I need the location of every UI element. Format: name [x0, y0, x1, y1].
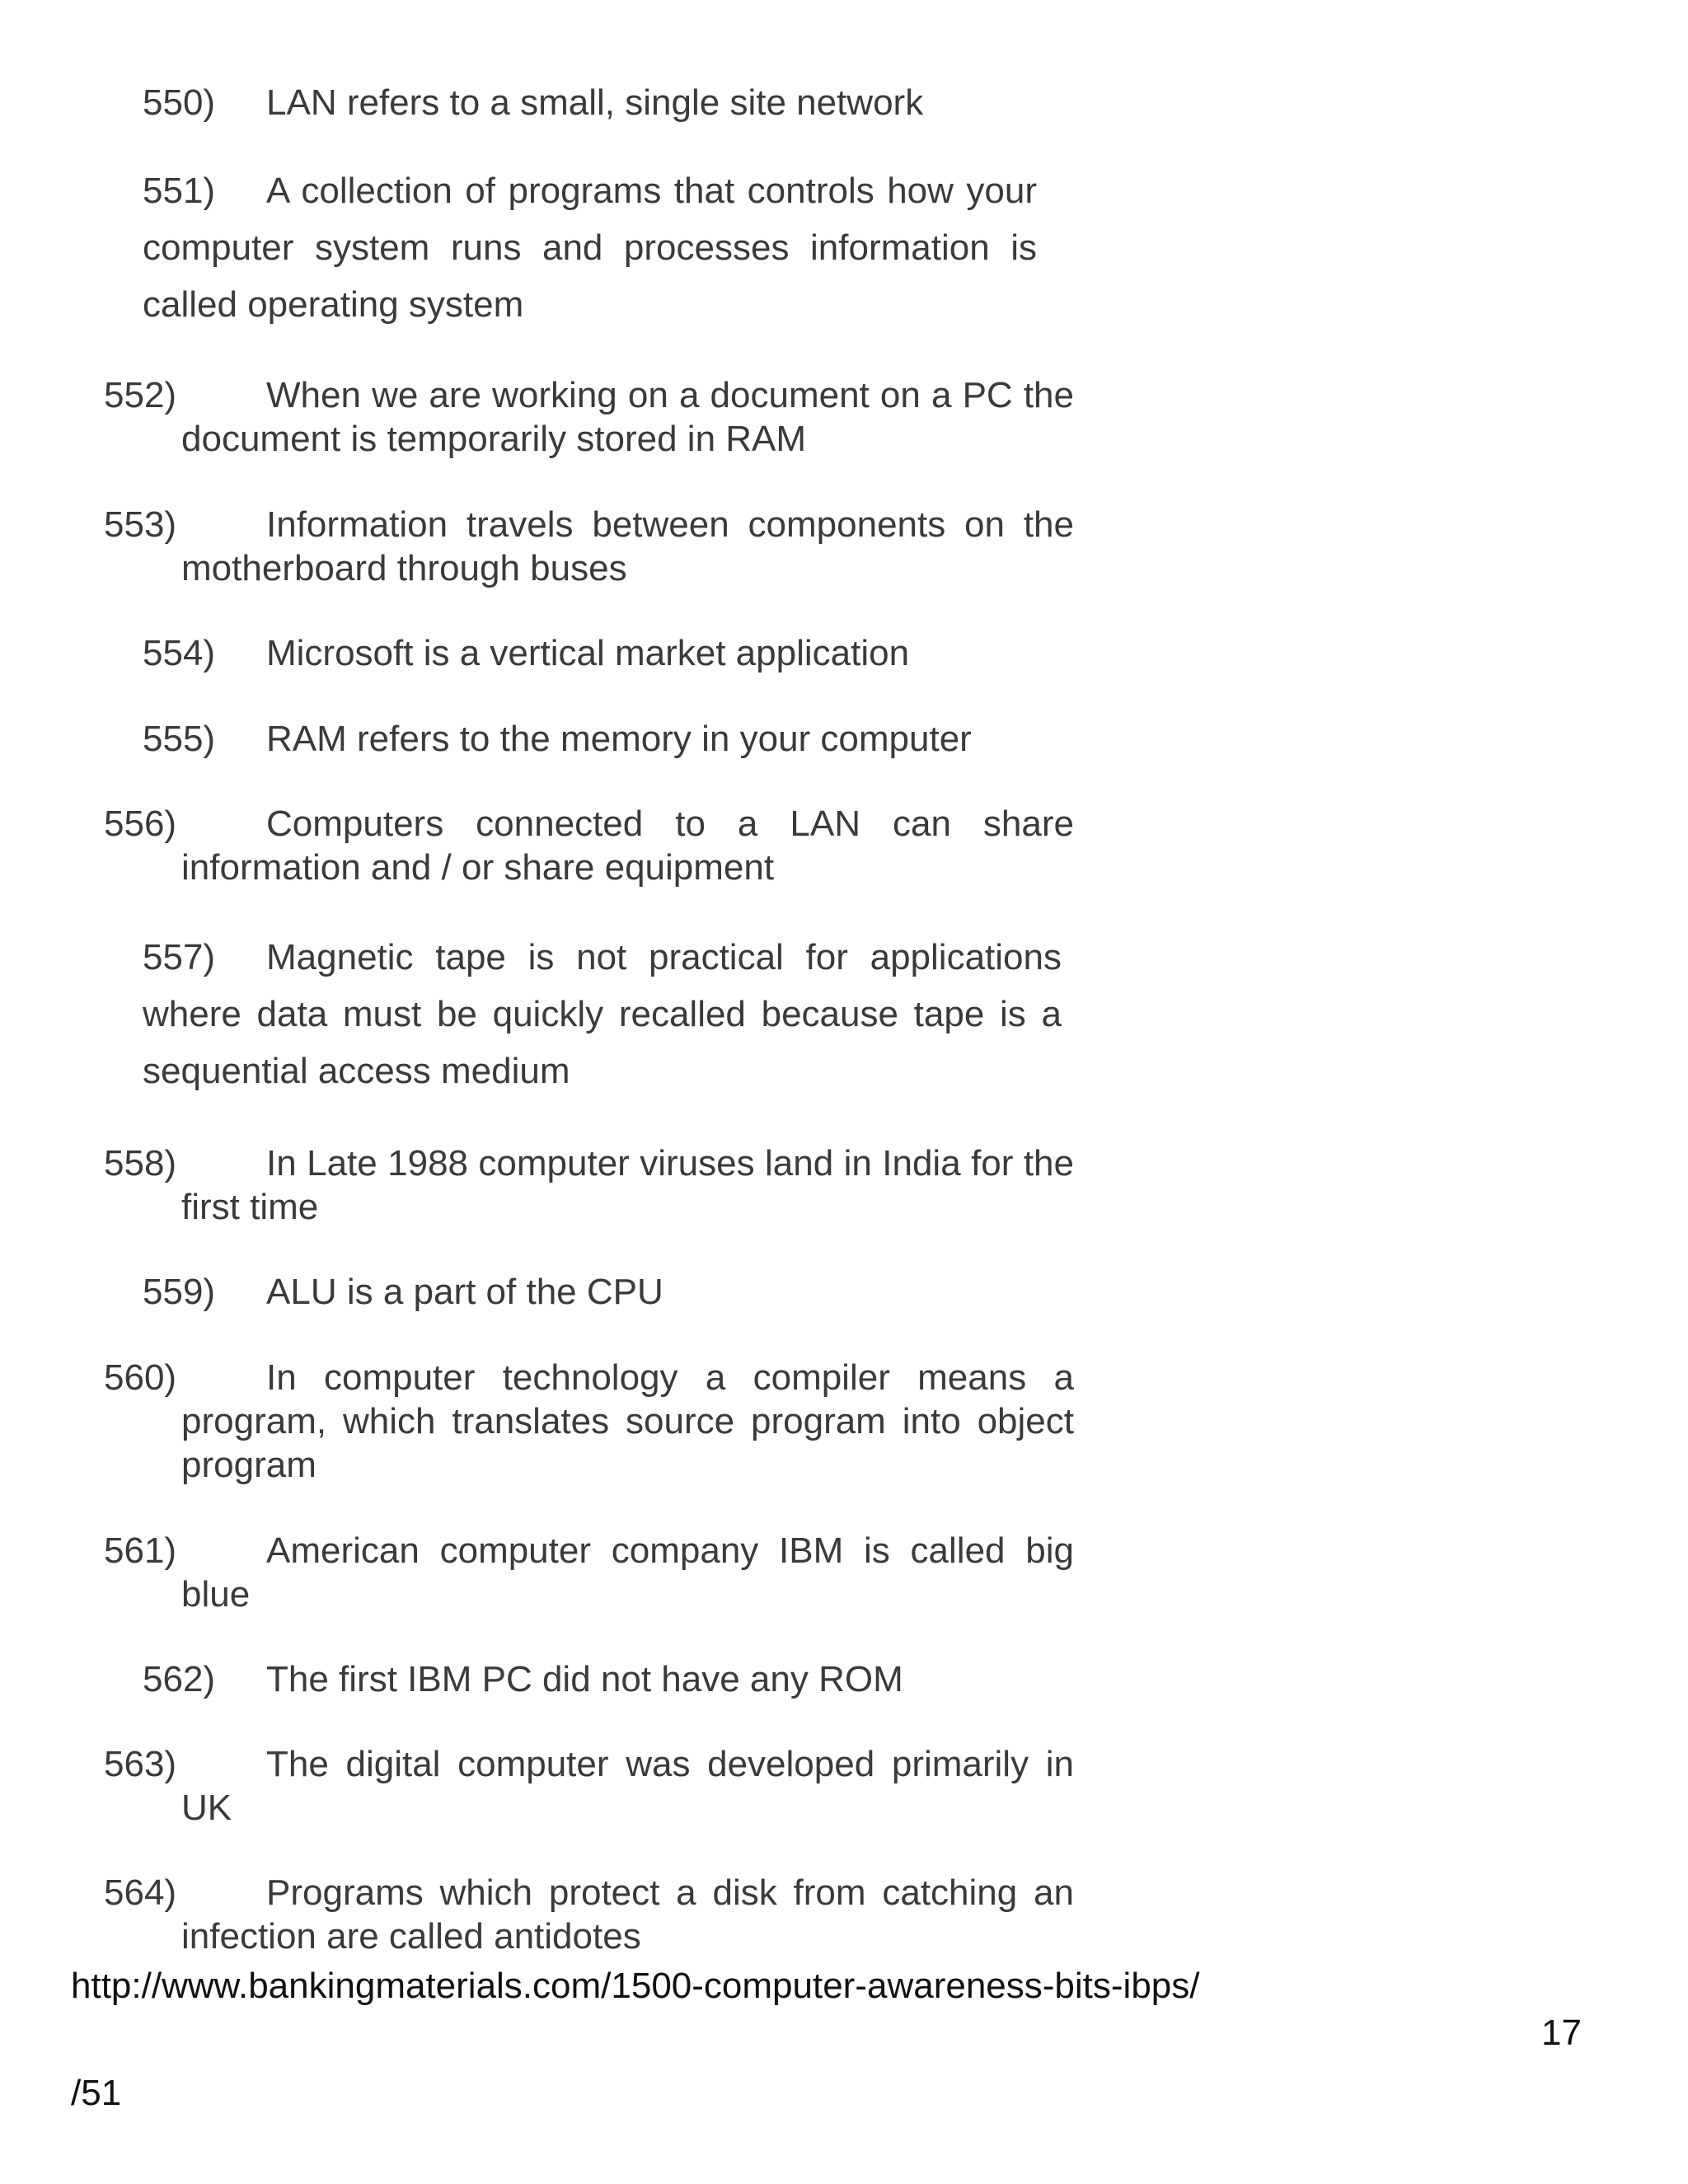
- item-text: Microsoft is a vertical market application: [266, 633, 910, 673]
- list-item: [104, 802, 1074, 889]
- list-item: [143, 1270, 1074, 1314]
- item-number: 562): [143, 1659, 216, 1699]
- list-item: [143, 631, 1074, 675]
- item-number: 560): [104, 1357, 177, 1398]
- item-text: The digital computer was developed primarily in UK: [181, 1744, 1074, 1828]
- item-text: A collection of programs that controls how your computer system runs and processes information is called operating system: [143, 171, 1037, 325]
- item-number: 561): [104, 1530, 177, 1571]
- item-text: American computer company IBM is called big blue: [181, 1530, 1074, 1615]
- item-number: 557): [143, 937, 216, 977]
- source-url: http://www.bankingmaterials.com/1500-computer-awareness-bits-ibps/: [71, 1966, 1200, 2006]
- list-item: [104, 1871, 1074, 1958]
- item-text: Programs which protect a disk from catching an infection are called antidotes: [181, 1872, 1074, 1957]
- item-text: In computer technology a compiler means a program, which translates source program into object program: [181, 1357, 1074, 1485]
- list-item: [104, 1742, 1074, 1830]
- item-number: 552): [104, 375, 177, 415]
- page-number: 17: [1541, 2013, 1582, 2053]
- item-number: 555): [143, 719, 216, 759]
- list-item: [104, 503, 1074, 590]
- item-number: 559): [143, 1272, 216, 1312]
- item-number: 563): [104, 1744, 177, 1784]
- item-number: 564): [104, 1872, 177, 1913]
- list-item: [104, 1529, 1074, 1616]
- item-text: RAM refers to the memory in your computer: [266, 719, 972, 759]
- list-item: [143, 717, 1074, 761]
- item-text: LAN refers to a small, single site network: [266, 82, 924, 123]
- item-text: In Late 1988 computer viruses land in India for the first time: [181, 1143, 1074, 1227]
- list-item: [143, 81, 1074, 124]
- item-number: 551): [143, 171, 216, 211]
- list-item: [143, 162, 1037, 333]
- list-item: [104, 1356, 1074, 1487]
- item-number: 550): [143, 82, 216, 123]
- item-number: 556): [104, 804, 177, 844]
- item-text: Magnetic tape is not practical for applications where data must be quickly recalled because tape is a sequential access medium: [143, 937, 1062, 1091]
- list-item: [143, 1657, 1074, 1701]
- list-item: [104, 1141, 1074, 1229]
- item-text: When we are working on a document on a PC the document is temporarily stored in RAM: [181, 375, 1074, 459]
- item-text: Information travels between components on the motherboard through buses: [181, 504, 1074, 588]
- item-text: Computers connected to a LAN can share information and / or share equipment: [181, 804, 1074, 888]
- item-text: The first IBM PC did not have any ROM: [266, 1659, 903, 1699]
- page-total: /51: [71, 2073, 122, 2113]
- item-number: 558): [104, 1143, 177, 1183]
- item-text: ALU is a part of the CPU: [266, 1272, 663, 1312]
- item-number: 553): [104, 504, 177, 545]
- item-number: 554): [143, 633, 216, 673]
- list-item: [143, 929, 1062, 1099]
- list-item: [104, 373, 1074, 461]
